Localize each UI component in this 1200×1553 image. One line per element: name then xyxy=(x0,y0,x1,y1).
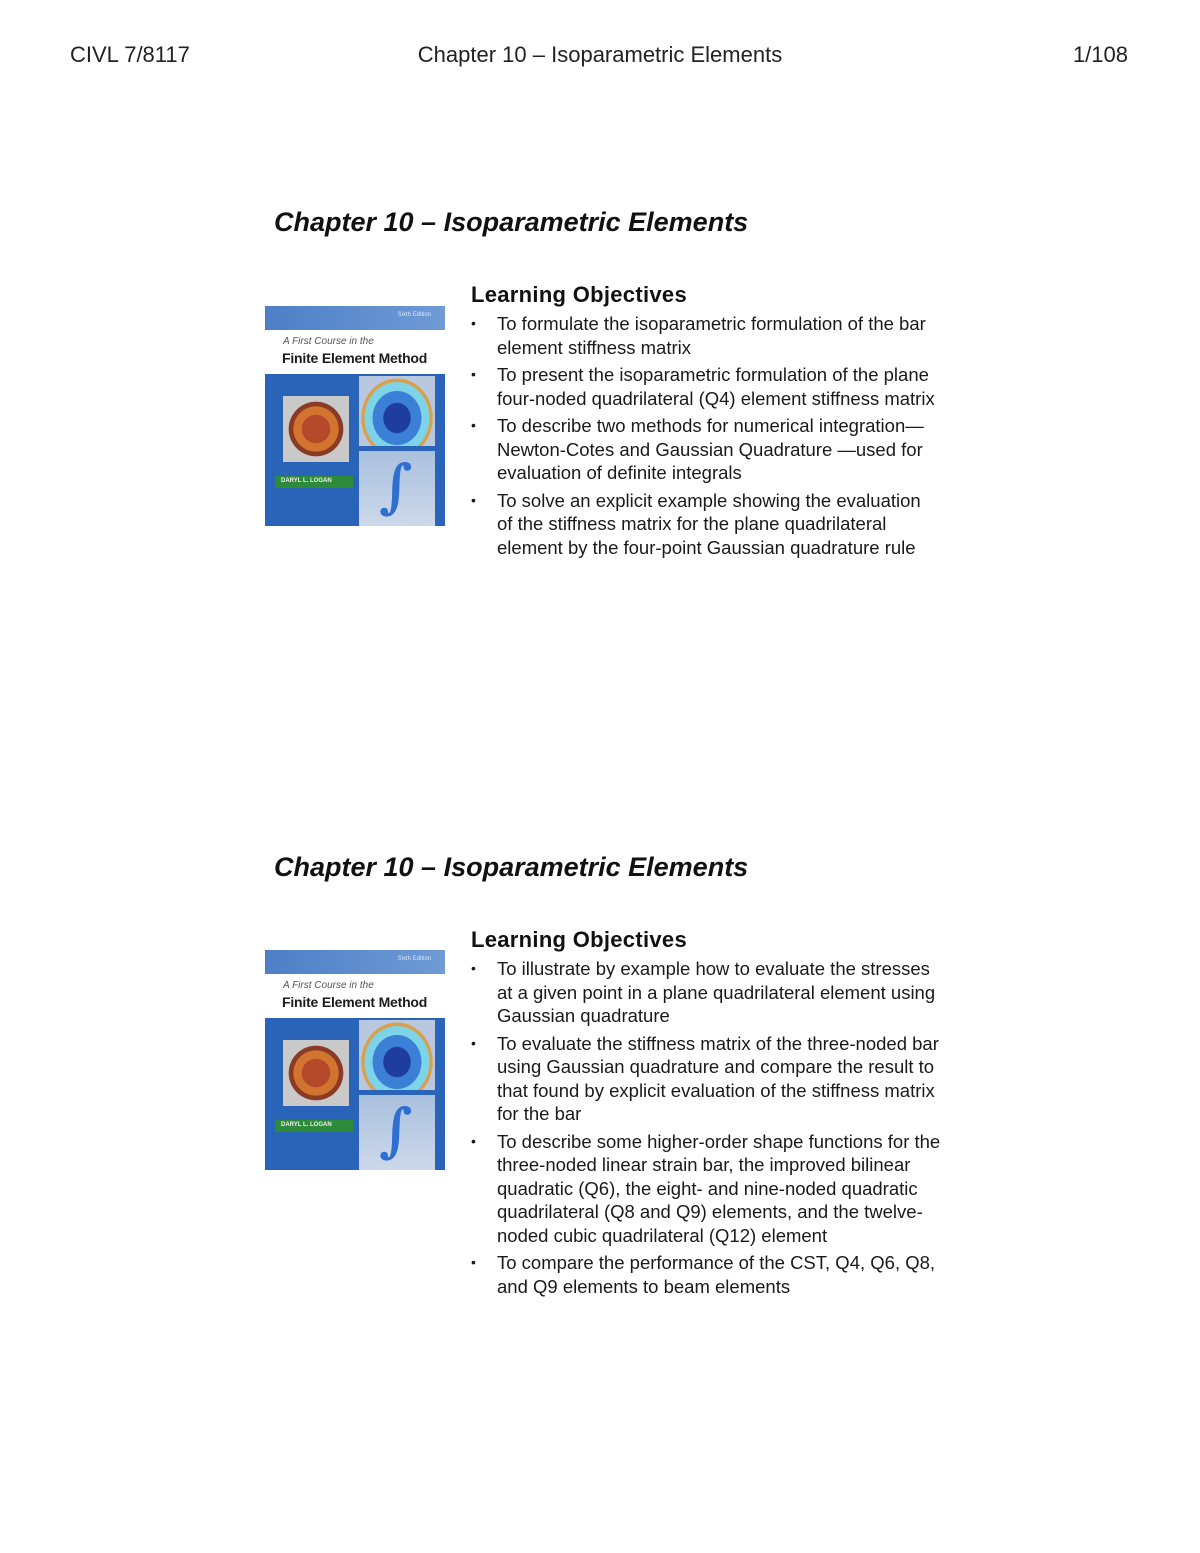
bullet-icon: • xyxy=(471,315,476,331)
hook-shape-icon: ∫ xyxy=(379,1096,413,1164)
objective-text: To illustrate by example how to evaluate the stresses at a given point in a plane quadrilateral element using Gaussian quadrature xyxy=(497,958,936,1026)
cover-author: DARYL L. LOGAN xyxy=(281,1122,332,1128)
list-item xyxy=(471,1251,941,1298)
bullet-icon: • xyxy=(471,1254,476,1270)
cover-hook-render xyxy=(359,451,435,526)
cover-author-bar xyxy=(275,1120,353,1132)
cover-disk-render xyxy=(359,1020,435,1090)
cover-title: Finite Element Method xyxy=(282,350,428,366)
objectives-list xyxy=(471,957,941,1302)
slide-title: Chapter 10 – Isoparametric Elements xyxy=(274,852,749,882)
cover-top-band xyxy=(265,950,445,974)
list-item xyxy=(471,414,941,485)
bullet-icon: • xyxy=(471,491,476,508)
cover-edition: Sixth Edition xyxy=(397,956,431,962)
book-cover-image xyxy=(265,306,445,526)
bullet-icon: • xyxy=(471,417,476,433)
book-cover-image xyxy=(265,950,445,1170)
list-item xyxy=(471,363,941,410)
hook-shape-icon: ∫ xyxy=(379,452,413,520)
slide-title: Chapter 10 – Isoparametric Elements xyxy=(274,207,749,237)
cover-gear-render xyxy=(283,396,349,462)
bullet-icon: • xyxy=(471,960,476,976)
cover-title: Finite Element Method xyxy=(282,994,428,1010)
list-item xyxy=(471,1032,941,1126)
list-item xyxy=(471,312,941,359)
list-item xyxy=(471,489,941,560)
cover-author-bar xyxy=(275,476,353,488)
cover-subtitle: A First Course in the xyxy=(283,336,374,347)
objective-text: To evaluate the stiffness matrix of the three-noded bar using Gaussian quadrature and compare the result to that found by explicit evaluation of the stiffness matrix for the bar xyxy=(497,1032,939,1124)
objectives-heading: Learning Objectives xyxy=(471,927,687,952)
course-code: CIVL 7/8117 xyxy=(70,42,190,67)
cover-author: DARYL L. LOGAN xyxy=(281,478,332,484)
header-chapter-title: Chapter 10 – Isoparametric Elements xyxy=(417,42,783,67)
bullet-icon: • xyxy=(471,366,476,382)
objective-text: To compare the performance of the CST, Q4, Q6, Q8, and Q9 elements to beam elements xyxy=(497,1252,936,1297)
objective-text: To describe two methods for numerical integration— Newton-Cotes and Gaussian Quadrature —used for evaluation of definite integrals xyxy=(497,415,924,483)
bullet-icon: • xyxy=(471,1132,476,1149)
cover-disk-render xyxy=(359,376,435,446)
objectives-list xyxy=(471,312,941,563)
objectives-heading: Learning Objectives xyxy=(471,282,687,307)
list-item xyxy=(471,957,941,1028)
cover-hook-render xyxy=(359,1095,435,1170)
cover-edition: Sixth Edition xyxy=(397,312,431,318)
objective-text: To present the isoparametric formulation of the plane four-noded quadrilateral (Q4) element stiffness matrix xyxy=(497,364,935,409)
cover-top-band xyxy=(265,306,445,330)
cover-title-band xyxy=(265,974,445,1018)
list-item xyxy=(471,1130,941,1248)
objective-text: To solve an explicit example showing the evaluation of the stiffness matrix for the plane quadrilateral element by the four-point Gaussian quadrature rule xyxy=(497,489,921,558)
bullet-icon: • xyxy=(471,1034,476,1051)
cover-title-band xyxy=(265,330,445,374)
objective-text: To describe some higher-order shape functions for the three-noded linear strain bar, the improved bilinear quadratic (Q6), the eight- and nine-noded quadratic quadrilateral (Q8 and Q9) elements, and the twelve-noded cubic quadrilateral (Q12) element xyxy=(497,1130,941,1246)
cover-subtitle: A First Course in the xyxy=(283,980,374,991)
objective-text: To formulate the isoparametric formulation of the bar element stiffness matrix xyxy=(497,313,926,358)
page-number: 1/108 xyxy=(1072,42,1128,67)
cover-gear-render xyxy=(283,1040,349,1106)
